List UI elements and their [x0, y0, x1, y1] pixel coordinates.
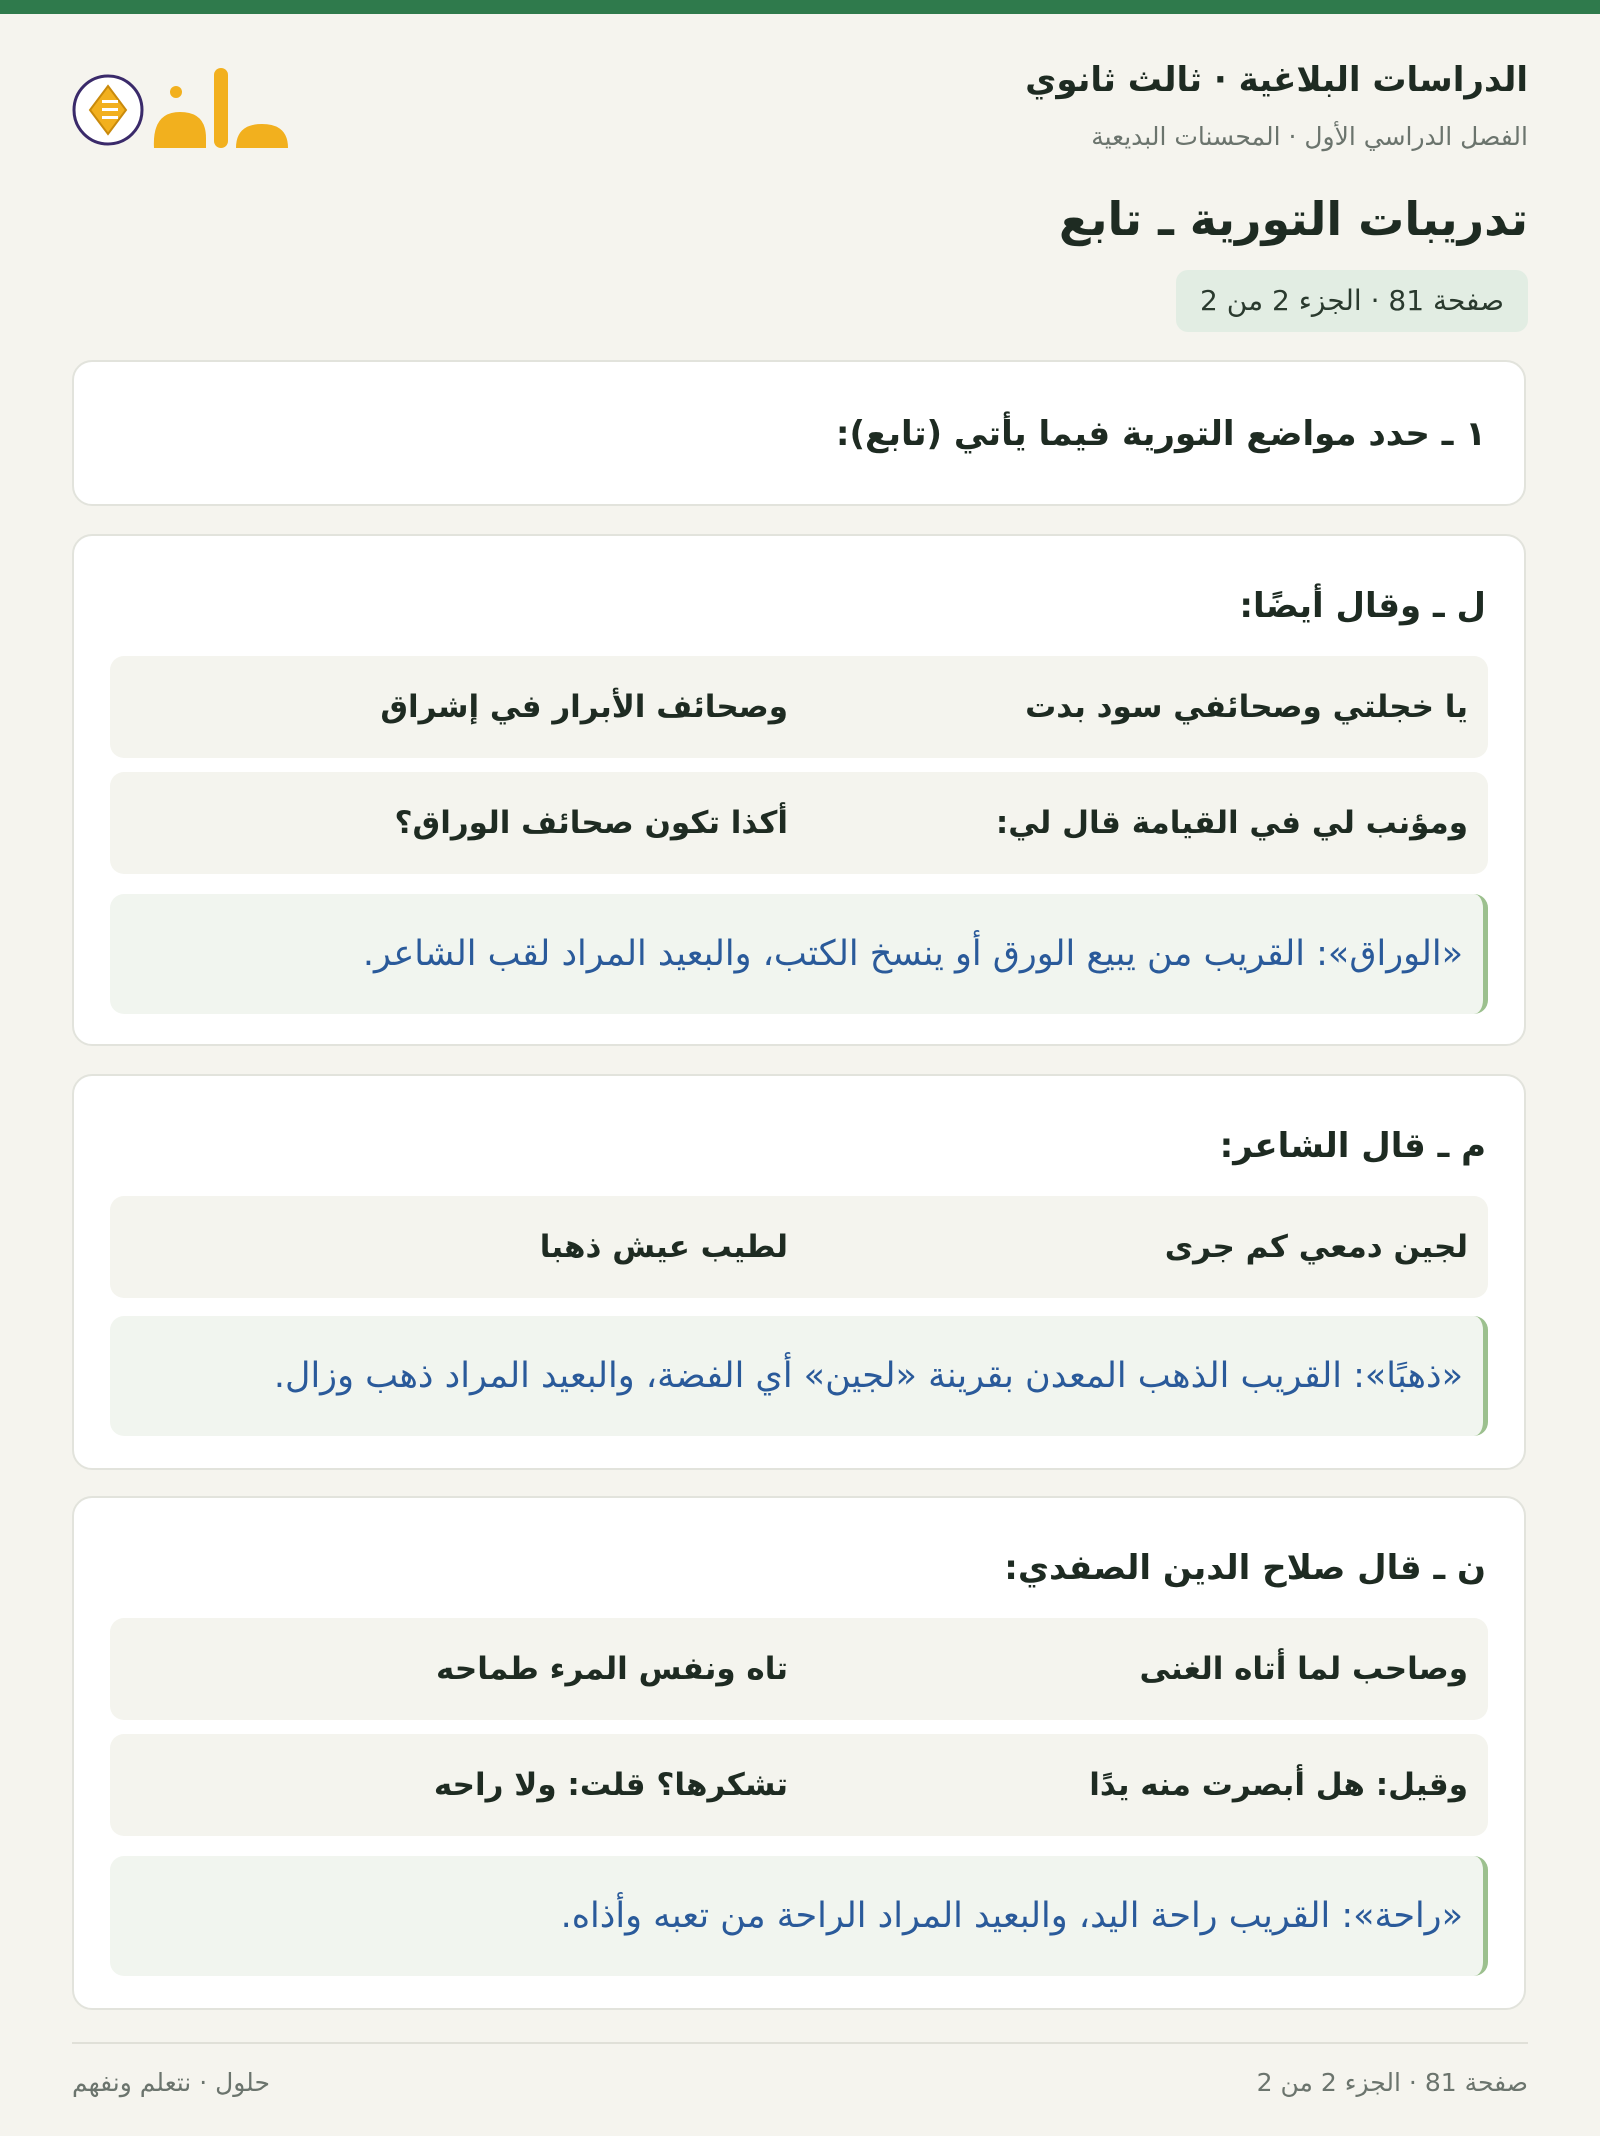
item-card-mim: [72, 1074, 1526, 1470]
page-title: تدريبات التورية ـ تابع: [1058, 192, 1528, 246]
answer-box: [110, 894, 1488, 1014]
verse-first-hemistich: وصاحب لما أتاه الغنى: [1139, 1651, 1468, 1687]
verse-line: [110, 1196, 1488, 1298]
answer-text: «ذهبًا»: القريب الذهب المعدن بقرينة «لجين» أي الفضة، والبعيد المراد ذهب وزال.: [273, 1356, 1463, 1396]
subject-title: الدراسات البلاغية · ثالث ثانوي: [1025, 60, 1528, 100]
verse-second-hemistich: وصحائف الأبرار في إشراق: [380, 689, 788, 725]
footer-divider: [72, 2042, 1528, 2044]
verse-first-hemistich: ومؤنب لي في القيامة قال لي:: [995, 805, 1468, 841]
item-label: ل ـ وقال أيضًا:: [1239, 586, 1486, 626]
verse-line: [110, 1734, 1488, 1836]
verse-line: [110, 656, 1488, 758]
verse-second-hemistich: أكذا تكون صحائف الوراق؟: [394, 805, 788, 841]
question-title: ١ ـ حدد مواضع التورية فيما يأتي (تابع):: [835, 414, 1486, 454]
question-card: [72, 360, 1526, 506]
item-card-nun: [72, 1496, 1526, 2010]
verse-first-hemistich: يا خجلتي وصحائفي سود بدت: [1025, 689, 1468, 725]
verse-line: [110, 1618, 1488, 1720]
item-card-lam: [72, 534, 1526, 1046]
verse-first-hemistich: لجين دمعي كم جرى: [1164, 1229, 1468, 1265]
answer-box: [110, 1316, 1488, 1436]
verse-second-hemistich: تاه ونفس المرء طماحه: [436, 1651, 788, 1687]
item-label: م ـ قال الشاعر:: [1219, 1126, 1486, 1166]
footer-page-number: صفحة 81 · الجزء 2 من 2: [1256, 2068, 1528, 2097]
verse-first-hemistich: وقيل: هل أبصرت منه يدًا: [1089, 1767, 1468, 1803]
verse-line: [110, 772, 1488, 874]
hulul-logo: [72, 52, 302, 162]
answer-text: «راحة»: القريب راحة اليد، والبعيد المراد الراحة من تعبه وأذاه.: [560, 1896, 1463, 1936]
footer-brand: حلول · نتعلم ونفهم: [72, 2068, 270, 2097]
answer-box: [110, 1856, 1488, 1976]
answer-text: «الوراق»: القريب من يبيع الورق أو ينسخ الكتب، والبعيد المراد لقب الشاعر.: [362, 934, 1463, 974]
item-label: ن ـ قال صلاح الدين الصفدي:: [1004, 1548, 1486, 1588]
top-accent-bar: [0, 0, 1600, 14]
verse-second-hemistich: تشكرها؟ قلت: ولا راحه: [433, 1767, 788, 1803]
page-header: [72, 52, 1528, 352]
page-badge: صفحة 81 · الجزء 2 من 2: [1176, 270, 1528, 332]
verse-second-hemistich: لطيب عيش ذهبا: [539, 1229, 788, 1265]
term-subtitle: الفصل الدراسي الأول · المحسنات البديعية: [1091, 122, 1528, 151]
